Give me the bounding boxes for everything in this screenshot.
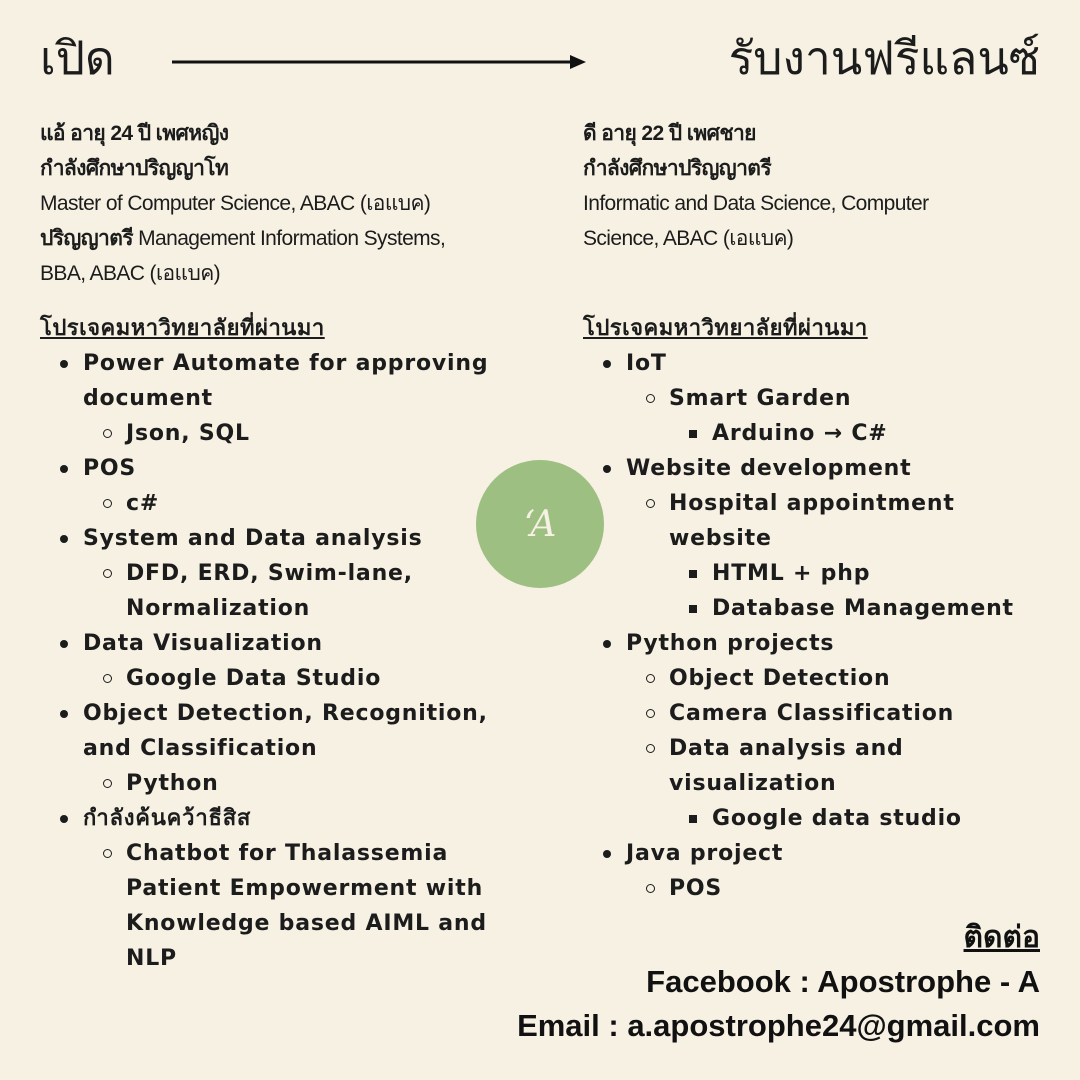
right-profile-program: Informatic and Data Science, Computer [583,192,929,215]
list-item-label: Python [126,771,219,796]
left-profile-name: แอ้ อายุ 24 ปี เพศหญิง [40,122,229,145]
sub-list [83,416,520,451]
left-projects-title: โปรเจคมหาวิทยาลัยที่ผ่านมา [40,316,325,341]
list-item [669,416,1053,451]
right-profile-name: ดี อายุ 22 ปี เพศชาย [583,122,756,145]
sub-list [626,381,1053,451]
list-item [40,626,520,696]
list-item-label: Chatbot for Thalassemia Patient Empowerment with Knowledge based AIML and NLP [126,841,487,971]
list-item [83,661,520,696]
list-item [40,346,520,451]
list-item [626,661,1053,696]
list-item-label: IoT [626,351,667,376]
sub-list [626,871,1053,906]
list-item [83,766,520,801]
list-item [40,451,520,521]
list-item-label: System and Data analysis [83,526,423,551]
sub-list [83,836,520,976]
list-item [583,451,1053,626]
list-item [40,696,520,801]
list-item [83,486,520,521]
list-item [583,836,1053,906]
left-profile-master: Master of Computer Science, ABAC (เอแบค) [40,192,431,215]
list-item-label: Power Automate for approving document [83,351,489,411]
left-profile [40,116,520,291]
list-item-label: Smart Garden [669,386,852,411]
sub-list [626,661,1053,836]
left-column [40,116,520,976]
list-item-label: POS [669,876,723,901]
list-item [626,871,1053,906]
right-projects-title: โปรเจคมหาวิทยาลัยที่ผ่านมา [583,316,868,341]
list-item-label: HTML + php [712,561,871,586]
list-item-label: กำลังค้นคว้าธีสิส [83,806,252,831]
sub-list [669,556,1053,626]
list-item [626,381,1053,451]
list-item-label: Object Detection, Recognition, and Classification [83,701,488,761]
list-item-label: Google data studio [712,806,962,831]
left-project-list [40,346,520,976]
header-open-label: เปิด [40,31,115,85]
sub-list [669,416,1053,451]
sub-list [83,486,520,521]
list-item [583,346,1053,451]
logo-text: ‘A [523,503,557,545]
list-item-label: Java project [626,841,784,866]
list-item [626,486,1053,626]
list-item-label: Website development [626,456,912,481]
left-profile-bachelor [40,221,520,256]
list-item-label: Object Detection [669,666,891,691]
list-item [40,801,520,976]
left-profile-bachelor-label: ปริญญาตรี [40,227,133,250]
sub-list [626,486,1053,626]
arrow-right-icon [172,52,588,72]
list-item [40,521,520,626]
sub-list [83,556,520,626]
sub-list [83,766,520,801]
left-profile-bba: BBA, ABAC (เอแบค) [40,262,221,285]
list-item [669,556,1053,591]
list-item-label: Data Visualization [83,631,323,656]
sub-list [83,661,520,696]
left-profile-study: กำลังศึกษาปริญญาโท [40,157,229,180]
list-item-label: Database Management [712,596,1014,621]
right-project-list [583,346,1053,906]
list-item-label: Data analysis and visualization [669,736,904,796]
list-item-label: DFD, ERD, Swim-lane, Normalization [126,561,413,621]
contact-title: ติดต่อ [963,920,1040,955]
list-item [83,556,520,626]
apostrophe-a-logo [476,460,604,588]
list-item [626,731,1053,836]
list-item [83,416,520,451]
header-freelance-label: รับงานฟรีแลนซ์ [728,31,1040,85]
sub-list [669,801,1053,836]
left-profile-bachelor-text: Management Information Systems, [132,227,446,250]
contact-facebook: Facebook : Apostrophe - A [646,964,1040,999]
list-item-label: c# [126,491,160,516]
list-item [626,696,1053,731]
list-item [583,626,1053,836]
right-profile-program-cont: Science, ABAC (เอแบค) [583,227,794,250]
right-column [583,116,1053,906]
list-item-label: Json, SQL [126,421,250,446]
list-item [669,591,1053,626]
list-item-label: POS [83,456,137,481]
right-profile [583,116,1053,256]
list-item-label: Hospital appointment website [669,491,955,551]
list-item-label: Python projects [626,631,835,656]
list-item [669,801,1053,836]
list-item-label: Camera Classification [669,701,955,726]
right-profile-study: กำลังศึกษาปริญญาตรี [583,157,772,180]
list-item-label: Google Data Studio [126,666,382,691]
contact-email: Email : a.apostrophe24@gmail.com [517,1008,1040,1043]
list-item-label: Arduino → C# [712,421,888,446]
list-item [83,836,520,976]
